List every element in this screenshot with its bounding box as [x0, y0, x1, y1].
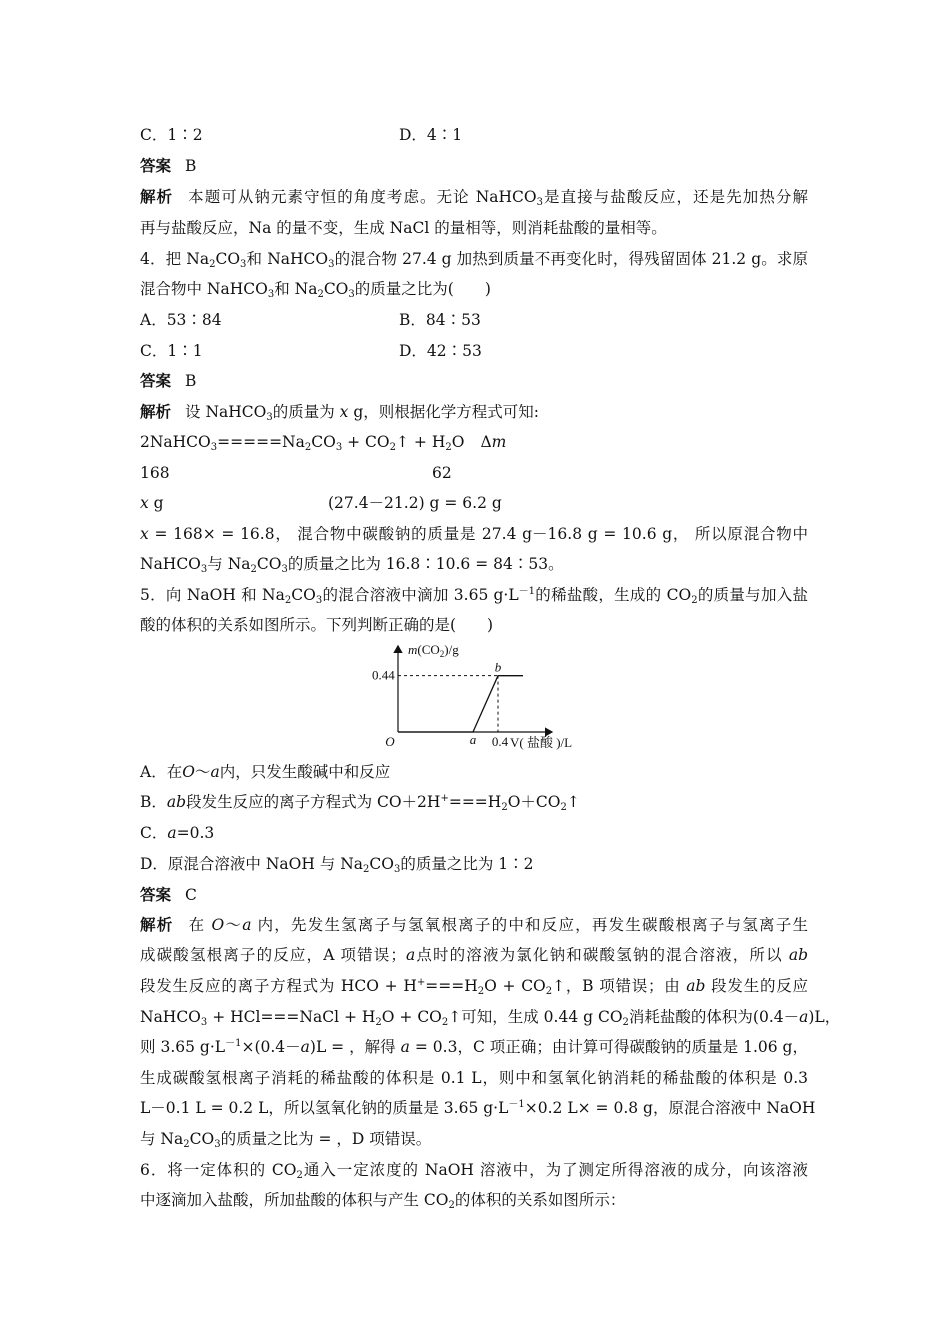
- q4-mass-diff: (27.4－21.2) g = 6.2 g: [328, 494, 502, 512]
- q4-equation: $2NaHCO_3=====Na_2CO_3$ + $CO_2↑ + H_2O$ Δm: [140, 433, 507, 453]
- origin-label: O: [385, 734, 395, 749]
- q5-option-c: C．a=0.3: [140, 824, 215, 842]
- q5-explanation-line3: 段发生反应的离子方程式为 HCO + $H^+===H_2O$ + $CO_2↑$，B 项错误；由 ab 段发生的反应: [140, 977, 808, 997]
- q4-option-c: C．1∶1: [140, 342, 203, 360]
- q5-explanation-line1: 解析 在 O～a 内，先发生氢离子与氢氧根离子的中和反应，再发生碳酸根离子与氢离子生: [140, 915, 808, 934]
- q4-xg: x g: [140, 494, 164, 512]
- q5-explanation-line6: 生成碳酸氢根离子消耗的稀盐酸的体积是 0.1 L，则中和氢氧化钠消耗的稀盐酸的体积是 0.3: [140, 1069, 808, 1087]
- q4-option-d: D．42∶53: [399, 342, 482, 360]
- q5-answer: 答案 C: [140, 885, 197, 904]
- q4-stem-line2: 混合物中 NaHCO$_3$和 $Na_2CO_3$的质量之比为( ): [140, 280, 491, 300]
- q5-explanation-line2: 成碳酸氢根离子的反应，A 项错误；a点时的溶液为氯化钠和碳酸氢钠的混合溶液，所以 ab: [140, 946, 808, 964]
- q5-explanation-line5: 则 3.65 $g\cdot L^{-1}\times(0.4-a)L$ = ，解得 a = 0.3，C 项正确；由计算可得碳酸钠的质量是 1.06 g，: [140, 1038, 808, 1056]
- q3-option-c: C．1∶2: [140, 126, 203, 144]
- co2-mass-chart: [360, 640, 590, 755]
- x-axis-label: V( 盐酸 )/L: [510, 735, 573, 750]
- q4-stem-line1: 4．把 $Na_2CO_3$和 NaHCO$_3$的混合物 27.4 g 加热到质量不再变化时，得残留固体 21.2 g。求原: [140, 250, 808, 270]
- q4-option-b: B．84∶53: [399, 311, 481, 329]
- q4-explanation-line1: 解析 设 NaHCO$_3$的质量为 x g，则根据化学方程式可知:: [140, 402, 540, 423]
- q3-explanation-line1: 解析 本题可从钠元素守恒的角度考虑。无论 NaHCO$_3$是直接与盐酸反应，还是先加热分解: [140, 187, 808, 208]
- point-a-label: a: [469, 732, 477, 747]
- point-b-label: b: [494, 659, 502, 675]
- q5-explanation-line7: L－0.1 L = 0.2 L，所以氢氧化钠的质量是 3.65 $g\cdot L^{-1}\times 0.2$ L× = 0.8 g，原混合溶液中 NaOH: [140, 1099, 816, 1117]
- q4-mass-168: 168: [140, 464, 170, 482]
- q3-option-d: D．4∶1: [399, 126, 463, 144]
- q6-stem-line2: 中逐滴加入盐酸，所加盐酸的体积与产生 $CO_2$的体积的关系如图所示：: [140, 1191, 626, 1211]
- q4-explanation-line4: NaHCO$_3$与 $Na_2CO_3$的质量之比为 16.8∶10.6 = 84∶53。: [140, 555, 564, 575]
- q3-explanation-line2: 再与盐酸反应，Na 的量不变，生成 NaCl 的量相等，则消耗盐酸的量相等。: [140, 219, 667, 237]
- y-tick-label: 0.44: [372, 667, 395, 683]
- q4-explanation-line3: x = 168× = 16.8， 混合物中碳酸钠的质量是 27.4 g－16.8 g = 10.6 g， 所以原混合物中: [140, 525, 808, 543]
- q5-stem-line1: 5．向 NaOH 和 $Na_2CO_3$的混合溶液中滴加 3.65 $g\cdot L^{-1}$的稀盐酸，生成的 $CO_2$的质量与加入盐: [140, 586, 808, 606]
- q5-explanation-line4: NaHCO$_3$ + HCl===NaCl + $H_2O$ + $CO_2↑$可知，生成 0.44 g $CO_2$消耗盐酸的体积为(0.4－a)L，: [140, 1008, 841, 1028]
- q5-option-b: B．ab段发生反应的离子方程式为 $CO+2H^+===H_2O+CO_2↑$: [140, 793, 580, 813]
- q5-stem-line2: 酸的体积的关系如图所示。下列判断正确的是( ): [140, 616, 494, 634]
- q4-mass-62: 62: [432, 464, 452, 482]
- q5-explanation-line8: 与 $Na_2CO_3$的质量之比为 = ，D 项错误。: [140, 1130, 432, 1150]
- q5-option-a: A．在O～a内，只发生酸碱中和反应: [140, 763, 391, 781]
- y-axis-label: $m(CO_2)/g$: [408, 642, 459, 659]
- q6-stem-line1: 6．将一定体积的 $CO_2$通入一定浓度的 NaOH 溶液中，为了测定所得溶液的成分，向该溶液: [140, 1161, 809, 1181]
- q4-option-a: A．53∶84: [140, 311, 222, 329]
- co2-series-line: [398, 676, 523, 732]
- q5-option-d: D．原混合溶液中 NaOH 与 $Na_2CO_3$的质量之比为 1∶2: [140, 855, 534, 875]
- q3-answer: 答案 B: [140, 156, 197, 175]
- x-tick-label: 0.4: [491, 734, 509, 749]
- q4-answer: 答案 B: [140, 371, 197, 390]
